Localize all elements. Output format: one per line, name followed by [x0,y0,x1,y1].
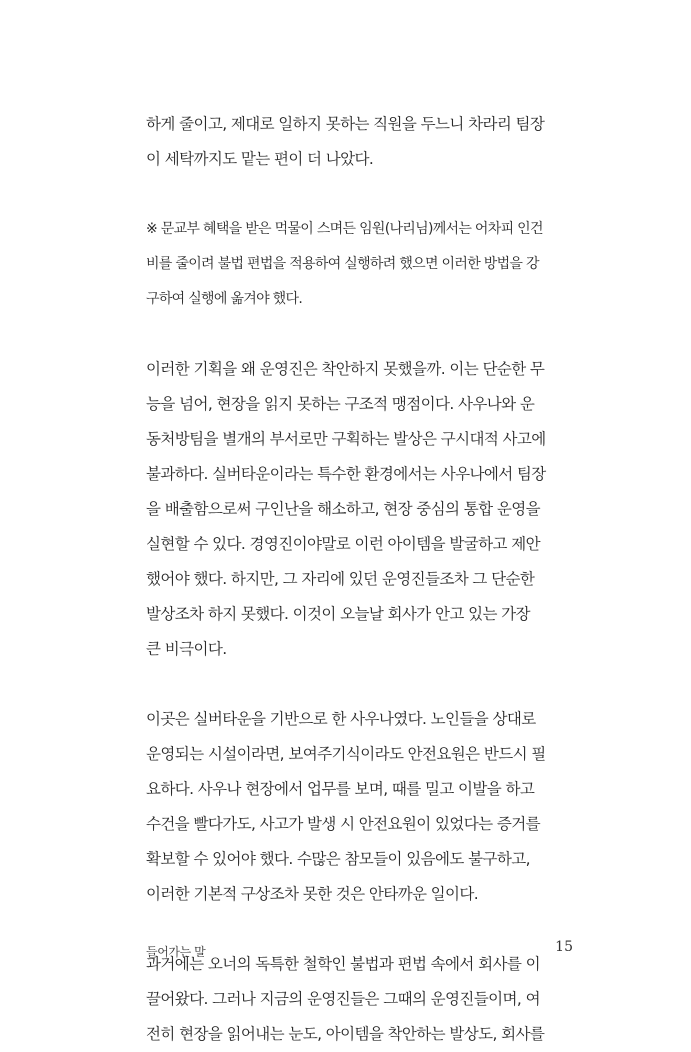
text-line: 발상조차 하지 못했다. 이것이 오늘날 회사가 안고 있는 가장 [146,605,530,623]
page-number: 15 [555,939,573,955]
text-line: 요하다. 사우나 현장에서 업무를 보며, 때를 밀고 이발을 하고 [146,780,535,798]
text-line: 수건을 빨다가도, 사고가 발생 시 안전요원이 있었다는 증거를 [146,815,540,833]
text-line: 을 배출함으로써 구인난을 해소하고, 현장 중심의 통합 운영을 [146,500,540,518]
running-footer-title: 들어가는 말 [146,945,206,959]
paragraph-3 [146,352,576,667]
text-line: 운영되는 시설이라면, 보여주기식이라도 안전요원은 반드시 필 [146,745,546,763]
text-line: 전히 현장을 읽어내는 눈도, 아이템을 착안하는 발상도, 회사를 [146,1025,545,1043]
text-line: 이러한 기본적 구상조차 못한 것은 안타까운 일이다. [146,885,479,903]
text-line: 능을 넘어, 현장을 읽지 못하는 구조적 맹점이다. 사우나와 운 [146,395,535,413]
text-line: 이러한 기획을 왜 운영진은 착안하지 못했을까. 이는 단순한 무 [146,360,545,378]
text-line: 비를 줄이려 불법 편법을 적용하여 실행하려 했으면 이러한 방법을 강 [146,256,539,272]
text-line: 과거에는 오너의 독특한 철학인 불법과 편법 속에서 회사를 이 [146,955,540,973]
text-line: 끌어왔다. 그러나 지금의 운영진들은 그때의 운영진들이며, 여 [146,990,540,1008]
text-line: 큰 비극이다. [146,640,227,658]
text-line: 했어야 했다. 하지만, 그 자리에 있던 운영진들조차 그 단순한 [146,570,535,588]
paragraph-4 [146,702,576,912]
text-line: 이곳은 실버타운을 기반으로 한 사우나였다. 노인들을 상대로 [146,710,536,728]
note-paragraph [146,212,576,317]
paragraph-1 [146,107,576,177]
text-line: 구하여 실행에 옮겨야 했다. [146,291,303,307]
text-line: 확보할 수 있어야 했다. 수많은 참모들이 있음에도 불구하고, [146,850,530,868]
text-line: 이 세탁까지도 맡는 편이 더 나았다. [146,150,374,168]
paragraph-5 [146,947,576,1052]
text-line: 불과하다. 실버타운이라는 특수한 환경에서는 사우나에서 팀장 [146,465,546,483]
text-line: ※ 문교부 혜택을 받은 먹물이 스며든 임원(나리님)께서는 어차피 인건 [146,221,543,237]
text-line: 하게 줄이고, 제대로 일하지 못하는 직원을 두느니 차라리 팀장 [146,115,545,133]
text-line: 동처방팀을 별개의 부서로만 구획하는 발상은 구시대적 사고에 [146,430,546,448]
text-line: 실현할 수 있다. 경영진이야말로 이런 아이템을 발굴하고 제안 [146,535,540,553]
body-text [146,107,576,1052]
